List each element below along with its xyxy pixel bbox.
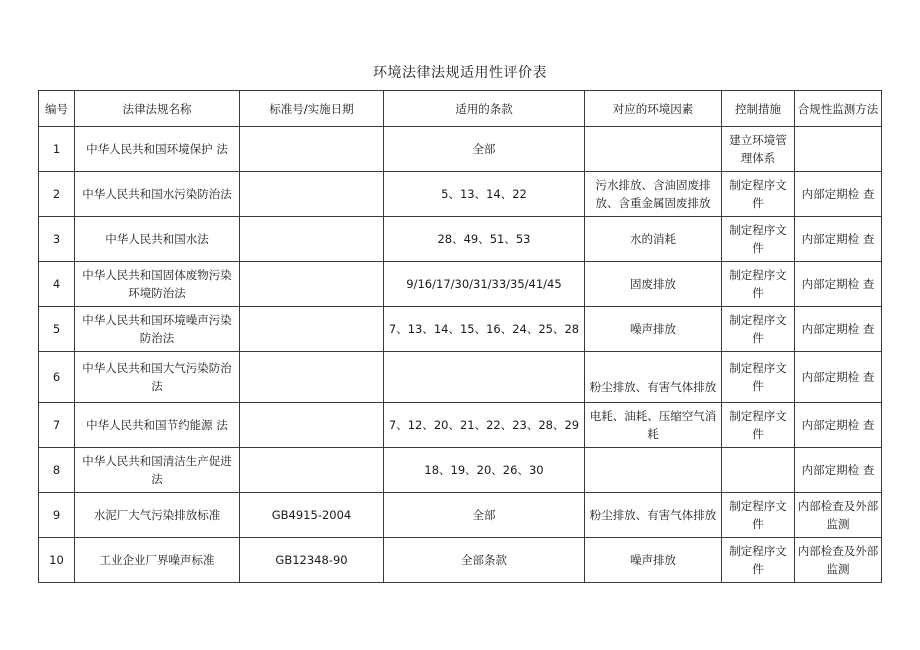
cell-no: 2 [39,172,75,217]
table-row [39,403,882,448]
cell-method: 内部定期检 查 [795,307,882,352]
cell-name: 中华人民共和国环境保护 法 [75,127,240,172]
cell-control: 制定程序文件 [722,493,795,538]
cell-name: 工业企业厂界噪声标准 [75,538,240,583]
cell-control: 制定程序文件 [722,217,795,262]
cell-no: 6 [39,352,75,403]
table-row [39,262,882,307]
cell-clause: 9/16/17/30/31/33/35/41/45 [384,262,585,307]
cell-factor: 污水排放、含油固废排放、含重金属固废排放 [585,172,722,217]
cell-control [722,448,795,493]
cell-factor [585,448,722,493]
table-row [39,172,882,217]
cell-std [240,307,384,352]
table-row [39,538,882,583]
cell-control: 制定程序文件 [722,352,795,403]
cell-std [240,403,384,448]
cell-std [240,172,384,217]
cell-no: 3 [39,217,75,262]
cell-name: 中华人民共和国水污染防治法 [75,172,240,217]
table-row [39,352,882,403]
cell-no: 9 [39,493,75,538]
cell-std [240,262,384,307]
cell-clause: 7、13、14、15、16、24、25、28 [384,307,585,352]
cell-no: 1 [39,127,75,172]
cell-name: 中华人民共和国节约能源 法 [75,403,240,448]
regulation-table [38,90,882,583]
cell-std [240,352,384,403]
cell-control: 制定程序文件 [722,307,795,352]
cell-method: 内部定期检 查 [795,262,882,307]
cell-control: 制定程序文件 [722,538,795,583]
cell-clause: 全部 [384,493,585,538]
page-title: 环境法律法规适用性评价表 [373,65,547,81]
cell-no: 10 [39,538,75,583]
cell-clause: 18、19、20、26、30 [384,448,585,493]
table-row [39,493,882,538]
cell-control: 制定程序文件 [722,262,795,307]
table-row [39,217,882,262]
col-header-clause: 适用的条款 [384,91,585,127]
cell-name: 中华人民共和国水法 [75,217,240,262]
cell-method: 内部检查及外部监测 [795,493,882,538]
cell-std [240,448,384,493]
cell-std: GB12348-90 [240,538,384,583]
cell-clause: 28、49、51、53 [384,217,585,262]
cell-no: 8 [39,448,75,493]
cell-control: 制定程序文件 [722,172,795,217]
cell-factor: 水的消耗 [585,217,722,262]
cell-clause: 7、12、20、21、22、23、28、29 [384,403,585,448]
cell-no: 4 [39,262,75,307]
cell-std [240,217,384,262]
col-header-name: 法律法规名称 [75,91,240,127]
cell-name: 中华人民共和国大气污染防治法 [75,352,240,403]
table-row [39,307,882,352]
cell-clause: 全部 [384,127,585,172]
cell-method [795,127,882,172]
cell-clause: 5、13、14、22 [384,172,585,217]
cell-name: 中华人民共和国固体废物污染环境防治法 [75,262,240,307]
cell-factor [585,127,722,172]
cell-clause [384,352,585,403]
cell-factor: 噪声排放 [585,538,722,583]
col-header-method: 合规性监测方法 [795,91,882,127]
cell-name: 水泥厂大气污染排放标准 [75,493,240,538]
cell-std: GB4915-2004 [240,493,384,538]
col-header-control: 控制措施 [722,91,795,127]
cell-method: 内部定期检 查 [795,403,882,448]
cell-method: 内部检查及外部监测 [795,538,882,583]
cell-factor: 粉尘排放、有害气体排放 [585,493,722,538]
cell-factor: 固废排放 [585,262,722,307]
col-header-std: 标准号/实施日期 [240,91,384,127]
cell-factor: 电耗、油耗、压缩空气消 耗 [585,403,722,448]
col-header-no: 编号 [39,91,75,127]
table-row [39,448,882,493]
cell-no: 7 [39,403,75,448]
cell-method: 内部定期检 查 [795,448,882,493]
cell-factor: 噪声排放 [585,307,722,352]
cell-control: 制定程序文件 [722,403,795,448]
cell-no: 5 [39,307,75,352]
cell-std [240,127,384,172]
cell-control: 建立环境管理体系 [722,127,795,172]
cell-name: 中华人民共和国环境噪声污染防治法 [75,307,240,352]
cell-method: 内部定期检 查 [795,217,882,262]
cell-clause: 全部条款 [384,538,585,583]
cell-method: 内部定期检 查 [795,352,882,403]
header-row [39,91,882,127]
cell-factor: 粉尘排放、有害气体排放 [585,352,722,403]
cell-name: 中华人民共和国清洁生产促进法 [75,448,240,493]
table-row [39,127,882,172]
col-header-factor: 对应的环境因素 [585,91,722,127]
cell-method: 内部定期检 查 [795,172,882,217]
